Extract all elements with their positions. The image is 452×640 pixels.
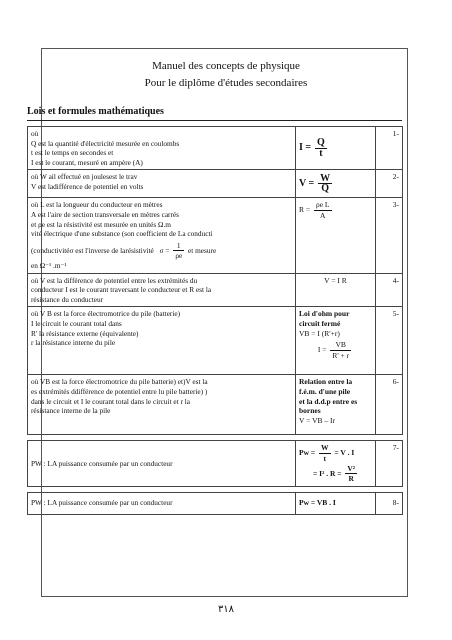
row-formula: V = I R xyxy=(296,273,376,307)
row-number: 8- xyxy=(376,492,403,514)
row-formula: I = $\frac{Q}{t}$ xyxy=(296,127,376,170)
header-title: Manuel des concepts de physique xyxy=(152,60,300,72)
row-formula: R = $\frac{\text{ρe L}}{A}$ xyxy=(296,198,376,273)
row-description: PW : LA puissance consumée par un conducteur xyxy=(28,441,296,486)
table-row xyxy=(28,198,403,273)
header-subtitle: Pour le diplôme d'études secondaires xyxy=(144,77,308,89)
row-number: 1- xyxy=(376,127,403,170)
row-formula: Pw = VB . I xyxy=(296,492,376,514)
page-number: ٣١٨ xyxy=(217,604,235,615)
row-description: où V B est la force électromotrice du pile (batterie) I le circuit le courant total dans R' la résistance externe (équivalente) r la résistance interne du pile xyxy=(28,307,296,375)
table-row xyxy=(28,273,403,307)
table-row xyxy=(28,492,403,514)
row-description: où Q est la quantité d'électricité mesurée en coulombs t est le temps en secondes et I est le courant, mesuré en ampère (A) xyxy=(28,127,296,170)
row-description: où V est la différence de potentiel entre les extrémités du conducteur I est le courant traversant le conducteur et R est la résistance du conducteur xyxy=(28,273,296,307)
row-formula: Relation entre la f.é.m. d'une pile et la d.d.p entre es bornes V = VB – Ir xyxy=(296,375,376,435)
row-formula: V = $\frac{W}{Q}$ xyxy=(296,170,376,198)
row-number: 3- xyxy=(376,198,403,273)
row-description: où VB est la force électromotrice du pile batterie) et)V est la es extrémités ddifférence de potentiel entre lu pile batterie) ) dans le circuit et I le courant total dans le circuit et r la résistance interne de la pile xyxy=(28,375,296,435)
row-formula: Loi d'ohm pour circuit fermé VB = I (R'+r) I = $\frac{VB}{R' + r}$ xyxy=(296,307,376,375)
row-number: 5- xyxy=(376,307,403,375)
table-row xyxy=(28,441,403,486)
row-description: où L est la longueur du conducteur en mètres A est l'aire de section transversale en mètres carrés et ρe est la résistivité est mesurée en unités Ω.m vité électrique d'une substance (son coefficient de La conducti (conductivitéσ est l'inverse de larésistivité σ = $\frac{1}{\rho e}$ et mesure en Ω⁻¹ .m⁻¹ xyxy=(28,198,296,273)
table-row xyxy=(28,170,403,198)
table-row xyxy=(28,307,403,375)
row-number: 4- xyxy=(376,273,403,307)
row-number: 7- xyxy=(376,441,403,486)
formulas-table xyxy=(27,126,403,515)
section-title: Lois et formules mathématiques xyxy=(27,106,164,117)
row-number: 6- xyxy=(376,375,403,435)
row-number: 2- xyxy=(376,170,403,198)
row-description: où W ail effectué en joulesest le trav V est ladifférence de potentiel en volts xyxy=(28,170,296,198)
row-description: PW : LA puissance consumée par un conducteur xyxy=(28,492,296,514)
row-formula: Pw = $\frac{W}{t}$ = V . I = I² . R = $\frac{\text{V²}}{R}$ xyxy=(296,441,376,486)
table-row xyxy=(28,127,403,170)
table-row xyxy=(28,375,403,435)
section-underline xyxy=(27,120,402,121)
